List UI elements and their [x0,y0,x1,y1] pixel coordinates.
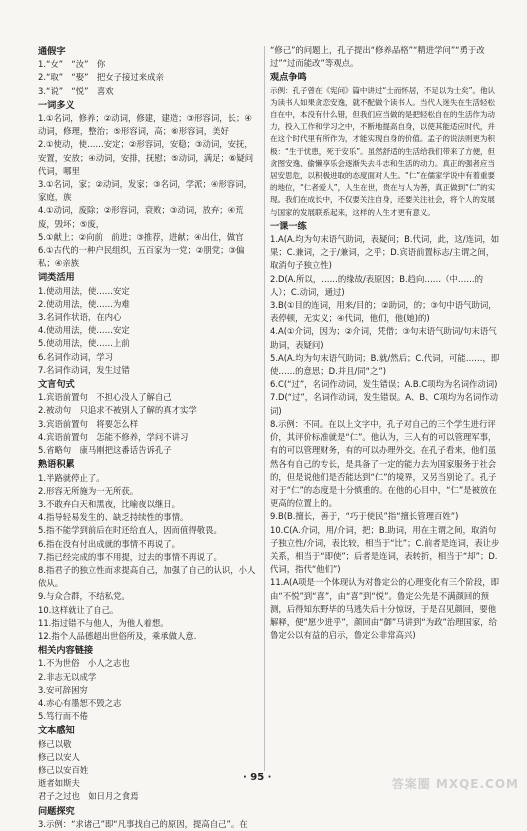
answer-line: 4.指导轻易发生的、缺乏持续性的事情。 [38,512,189,523]
answer-line: 逝者如斯夫 [38,778,80,789]
answer-line: 4.赤心有墨恕不毁之志 [38,697,122,708]
answer-line: 2.D(A.所以，……的缘故/表原因；B.趋向……（中……的人）；C.动词，通过) [270,273,484,297]
section-heading: 一课一练 [270,220,307,232]
answer-line: 3.B(①目的连词，用来/目的；②助词，的；③句中语气助词，表停顿，无实义；④代词，他们，他(她)的) [270,300,497,324]
answer-line: 6.C(“过”，名词作动词，发生错误；A.B.C项均为名词作动词) [270,379,498,390]
answer-line: 3.示例：“求诸己”即“凡事找自己的原因，提高自己”。在 [38,818,248,829]
answer-line: 7.D(“过”，名词作动词，发生错误。A、B、C项均为名词作动词) [270,392,498,416]
section-heading: 问题探究 [38,805,75,817]
section-heading: 观点争鸣 [270,72,307,84]
answer-line: 11.A(A项是一个体现认为对鲁定公的心理变化有三个阶段，即由“不悦”到“喜”，由“喜”到“悦”。鲁定公先是不满颜回的预测，后得知东野毕的马逃失后十分惊讶，于是召见颜回，要他解释，便“愿少进乎”，颜回由“御”马讲到“为政”治理国家，给鲁定公以有益的启示，鲁定公非常高兴) [270,577,500,641]
answer-line: 6.名词作动词，学习 [38,351,113,362]
answer-line: 7.指已经完成的事不用提，过去的事情不再说了。 [38,551,222,562]
answer-line: 4.①动词，废除；②形容词，衰败；③动词，放弃；④荒废，毁坏；⑤废， [38,205,244,229]
answer-line: 5.笃行而不倦 [38,711,88,722]
answer-line: 2.使动用法，使……为难 [38,298,130,309]
answer-line: 4.使动用法，使……安定 [38,325,130,336]
section-heading: 熟语积累 [38,459,75,471]
answer-line: 11.指过错不与他人，为他人着想。 [38,617,169,628]
answer-line: 示例：孔子曾在《宪问》篇中讲过“士而怀居，不足以为士矣”。他认为读书人如果贪恋安逸，就不配做个读书人。当代人迷失在生活轻松自在中，本没有什么错，但我们应当做的是把轻松自在的生活作为动力，投入工作和学习之中，不断地提高自身，以使其能适应时代，并在这个时代里有所作为，才能实现自身的价值。孟子的说法则更为积极：“生于忧患，死于安乐”。虽然舒适的生活给我们带来了方便，但贪图安逸、偷懒享乐会逐渐失去斗志和生活的动力。真正的强者应当居安思危，以积极进取的态度面对人生。“仁”在儒家学说中有着重要的地位，“仁者爱人”，人生在世，贵在与人为善，真正做到“仁”的实现。我们在成长中，不仅要关注自身，还要关注社会，将个人的发展与国家的发展联系起来，这样的人生才更有意义。 [270,85,496,217]
answer-line: 2.①使动，使……安定；②形容词，安稳；③动词，安抚，安置，安放；④动词，安排，抚慰；⑤动词，满足；⑥疑问代词，哪里 [38,139,254,176]
answer-line: 1.不为世俗 小人之志也 [38,658,130,669]
answer-line: 修己以安人 [38,751,80,762]
section-heading: 相关内容链接 [38,645,94,657]
answer-line: 3.宾语前置句 将要怎么样 [38,418,139,429]
left-column [38,44,260,831]
answer-line: 3.“说” “悦” 喜欢 [38,85,114,96]
answer-line: 修己以安百姓 [38,764,89,775]
column-divider [264,46,265,771]
watermark: 答案圈 MXQE.COM [391,777,519,791]
answer-line: 3.名词作状语，在内心 [38,312,122,323]
section-heading: 文本感知 [38,725,75,737]
answer-line: 3.安可辞困穷 [38,684,88,695]
answer-line: 2.形容无所施为一无所获。 [38,485,139,496]
answer-line: 5.指不能学到前后在时还给直人，因而值得敬畏。 [38,525,222,536]
answer-line: 4.宾语前置句 怎能不修养，学问不讲习 [38,431,189,442]
right-column [270,44,502,642]
answer-line: 1.使动用法，使……安定 [38,285,130,296]
section-heading: 一词多义 [38,99,75,111]
answer-line: 12.指个人品德超出世俗所及，乘承做人意. [38,630,197,641]
section-heading: 文言句式 [38,379,75,391]
answer-line: 2.非志无以成学 [38,671,97,682]
answer-line: 5.①献上；②向前 前进；③推荐，进献；④出仕，做官 [38,231,244,242]
answer-line: 5.A(A.均为句末语气助词；B.就/然后；C.代词，可能……，即使……的意思；D.并且/同“之”) [270,352,500,377]
answer-line: 君子之过也 如日月之食焉 [38,791,139,802]
answer-line: 10.C(A.介词，用/介词，把；B.助词，用在主谓之间，取消句子独立性/介词，表比较，相当于“比”；C.前者是连词，表让步关系，相当于“即使”；后者是连词，表转折，相当于“却”；D.代词，指代“他们”) [270,524,500,575]
page-number: · 95 · [243,772,272,783]
answer-line: 6.指在没有付出成就的事情不再说了。 [38,538,180,549]
answer-line: 3.①名词，家；②动词，发家；③名词，学派；④形容词，家庭，族 [38,179,252,203]
section-heading: 通假字 [38,46,66,57]
answer-line: 4.A(①介词，因为；②介词，凭借；③句末语气助词/句末语气助词，表疑问) [270,326,497,350]
answer-line: 3.不敢弃白天和黑夜，比喻夜以继日。 [38,498,180,509]
answer-line: 9.与众合群，不结私党。 [38,591,130,602]
answer-line: 2.被动句 只追求不被别人了解的真才实学 [38,405,197,416]
answer-line: 1.半路就停止了。 [38,472,105,483]
answer-line: 1.A(A.均为句末语气助词，表疑问；B.代词，此，这/连词，如果；C.兼词，之于/兼词，之乎；D.宾语前置标志/主谓之间，取消句子独立性) [270,234,500,271]
answer-line: 修己以敬 [38,738,72,749]
answer-line: 8.指君子的独立性而求提高自己，加强了自己的认识，小人依从。 [38,564,256,589]
answer-line: “修己”的问题上，孔子提出“修养品格”“精进学问”“勇于改过”“过而能改”等观点。 [270,45,485,69]
answer-line: 9.B(B.擅长，善于，“巧于使民”指“擅长管理百姓”) [270,511,459,522]
answer-line: 8.示例：不同。在以上文字中，孔子对自己的三个学生进行评价，其评价标准就是“仁”。他认为，三人有的可以管理军事，有的可以管理财务，有的可以办理外交。在孔子看来，他们虽然各有自己的专长，是具备了一定的能力去为国家服务于社会的，但是说他们是否能达到“仁”的境界，又另当别论了。孔子对于“仁”的态度是十分慎重的。在他的心目中，“仁”是被放在更高的位置上的。 [270,418,497,509]
answer-line: 7.名词作动词，发生过错 [38,364,130,375]
answer-line: 1.“女” “汝” 你 [38,59,106,70]
section-heading: 词类活用 [38,272,75,284]
answer-line: 2.“取” “娶” 把女子接过来成亲 [38,72,164,83]
answer-line: 1.宾语前置句 不担心没人了解自己 [38,392,172,403]
answer-line: 10.这样就让了自己。 [38,604,119,615]
answer-line: 1.①名词，修养；②动词，修建，建造；③形容词，长；④动词，修理，整治；⑤形容词，高；⑥形容词，美好 [38,113,252,137]
answer-line: 5.省略句 康马刚把这番话告诉孔子 [38,445,172,456]
answer-line: 5.使动用法，使……上前 [38,338,130,349]
answer-line: 6.①古代的一种户民组织，五百家为一党；②朋党；③偏私；④亲族 [38,245,245,269]
